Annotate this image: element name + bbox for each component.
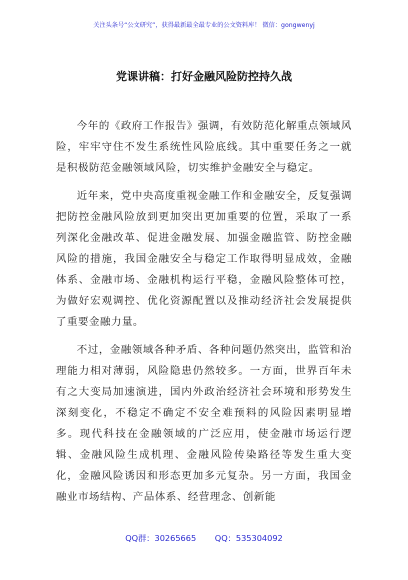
document-body [56, 116, 352, 508]
footer-qq-group: QQ群：30265665 [125, 533, 197, 543]
footer-qq-number: QQ：535304092 [214, 533, 283, 543]
paragraph-1: 今年的《政府工作报告》强调，有效防范化解重点领域风险，牢牢守住不发生系统性风险底线。其中重要任务之一就是积极防范金融领域风险，切实维护金融安全与稳定。 [56, 120, 352, 174]
paragraph-2: 近年来，党中央高度重视金融工作和金融安全，反复强调把防控金融风险放到更加突出更加重要的位置，采取了一系列深化金融改革、促进金融发展、加强金融监管、防控金融风险的措施，我国金融安全与稳定工作取得明显成效，金融体系、金融市场、金融机构运行平稳，金融风险整体可控，为做好宏观调控、优化资源配置以及推动经济社会发展提供了重要金融力量。 [56, 190, 352, 328]
footer-contact [0, 533, 408, 544]
paragraph-3: 不过，金融领域各种矛盾、各种问题仍然突出，监管和治理能力相对薄弱，风险隐患仍然较多。一方面，世界百年未有之大变局加速演进，国内外政治经济社会环境和形势发生深刻变化，不稳定不确定不安全难预料的风险因素明显增多。现代科技在金融领域的广泛应用，使金融市场运行逻辑、金融风险生成机理、金融风险传染路径等发生重大变化，金融风险诱因和形态更加多元复杂。另一方面，我国金融业市场结构、产品体系、经营理念、创新能 [56, 344, 352, 503]
header-promo-note: 关注头条号“公文研究”，获得最新最全最专业的公文资料库！ 微信：gongwenyj [93, 22, 315, 29]
document-title: 党课讲稿：打好金融风险防控持久战 [116, 70, 292, 83]
